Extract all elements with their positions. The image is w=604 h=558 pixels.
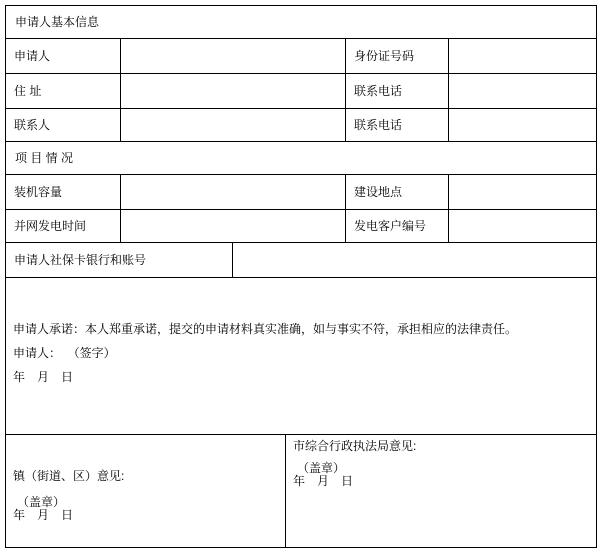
value-cell-address[interactable] <box>120 74 345 108</box>
city-opinion-date: 年 月 日 <box>293 474 354 488</box>
value-cell-contact-phone-1[interactable] <box>448 74 596 108</box>
label-construction-site: 建设地点 <box>345 175 448 209</box>
value-cell-grid-connection-date[interactable] <box>120 210 345 242</box>
label-contact-person: 联系人 <box>14 118 51 132</box>
row-commitment <box>6 277 596 434</box>
row-contact-person <box>6 108 596 141</box>
town-opinion-cell <box>6 435 285 547</box>
value-cell-contact-person[interactable] <box>120 109 345 141</box>
label-address: 住 址 <box>14 84 42 98</box>
city-opinion-cell <box>285 435 596 547</box>
section-header-basic-info: 申请人基本信息 <box>15 15 100 29</box>
value-cell-id-number[interactable] <box>448 39 596 73</box>
value-cell-installed-capacity[interactable] <box>120 175 345 209</box>
city-opinion-seal: （盖章） <box>297 461 346 475</box>
commitment-date-line: 年 月 日 <box>13 370 74 384</box>
commitment-signature-line: 申请人： （签字） <box>13 346 116 360</box>
label-installed-capacity: 装机容量 <box>14 185 63 199</box>
town-opinion-seal: （盖章） <box>17 495 66 509</box>
row-address <box>6 73 596 108</box>
row-project-info-header <box>6 141 596 174</box>
value-cell-applicant[interactable] <box>120 39 345 73</box>
row-installed-capacity <box>6 174 596 209</box>
row-basic-info-header <box>6 6 596 38</box>
row-applicant <box>6 38 596 73</box>
label-grid-connection-date: 并网发电时间 <box>14 219 87 233</box>
commitment-statement: 申请人承诺：本人郑重承诺，提交的申请材料真实准确，如与事实不符，承担相应的法律责任。 <box>13 322 518 336</box>
section-header-project-info: 项 目 情 况 <box>15 151 74 165</box>
row-social-security-bank-account <box>6 242 596 277</box>
row-grid-connection-date <box>6 209 596 242</box>
label-id-number: 身份证号码 <box>345 39 448 73</box>
label-power-customer-number: 发电客户编号 <box>345 210 448 242</box>
value-cell-power-customer-number[interactable] <box>448 210 596 242</box>
town-opinion-title: 镇（街道、区）意见: <box>13 469 125 483</box>
label-contact-phone-2: 联系电话 <box>345 109 448 141</box>
label-applicant: 申请人 <box>14 49 51 63</box>
city-opinion-title: 市综合行政执法局意见: <box>293 439 417 453</box>
label-contact-phone-1: 联系电话 <box>345 74 448 108</box>
row-opinions <box>6 434 596 547</box>
application-form-table <box>5 5 597 548</box>
value-cell-contact-phone-2[interactable] <box>448 109 596 141</box>
label-social-security-bank-account: 申请人社保卡银行和账号 <box>14 253 147 267</box>
town-opinion-date: 年 月 日 <box>13 508 74 522</box>
value-cell-social-security-bank-account[interactable] <box>232 243 596 277</box>
commitment-cell <box>6 278 596 434</box>
value-cell-construction-site[interactable] <box>448 175 596 209</box>
